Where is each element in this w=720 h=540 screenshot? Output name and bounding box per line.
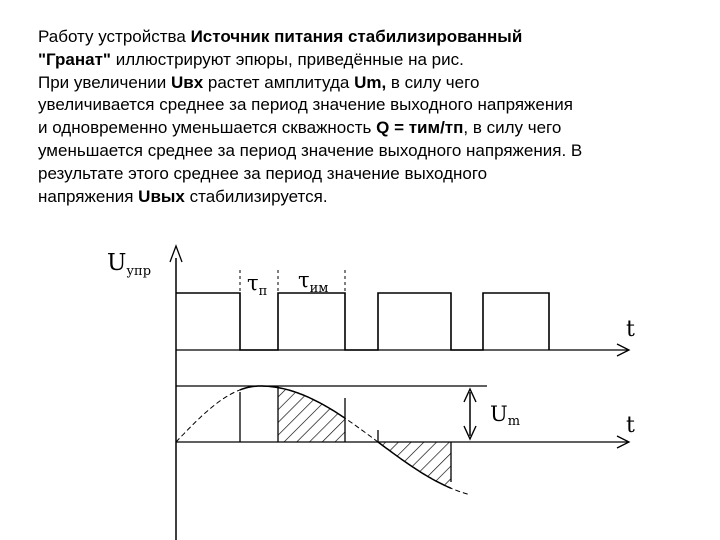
text-run: увеличивается среднее за период значение выходного напряжения bbox=[38, 95, 573, 115]
text-run: результате этого среднее за период значение выходного bbox=[38, 163, 488, 183]
text-run: Работу устройства bbox=[38, 27, 191, 46]
text-run: уменьшается среднее за период значение выходного напряжения. В bbox=[38, 140, 583, 160]
text-run: и одновременно уменьшается скважность bbox=[38, 118, 377, 138]
text-run: При увеличении bbox=[38, 72, 171, 92]
bold-term: Q = тим/тп bbox=[376, 118, 464, 138]
text-run: иллюстрируют эпюры, приведённые на рис. bbox=[111, 49, 464, 69]
hatched-area-positive bbox=[278, 370, 345, 450]
bold-term: "Гранат" bbox=[38, 49, 111, 69]
bold-term: Um, bbox=[354, 72, 387, 92]
text-run: напряжения bbox=[38, 186, 139, 206]
amplitude-label: Um bbox=[490, 402, 521, 429]
tau-p-label: $\tau_п$ bbox=[247, 271, 268, 299]
bold-term: Uвх bbox=[170, 72, 204, 92]
y-axis-label: $U_{упр}$ bbox=[107, 250, 152, 279]
text-run: в силу чего bbox=[386, 72, 480, 92]
control-pulse-train bbox=[176, 293, 549, 350]
text-run: растет амплитуда bbox=[203, 72, 355, 92]
time-label-bottom: t bbox=[626, 413, 635, 438]
time-label-top: t bbox=[626, 317, 635, 342]
text-run: стабилизируется. bbox=[184, 186, 328, 206]
hatched-area-negative bbox=[378, 430, 451, 490]
bold-term: Uвых bbox=[138, 186, 185, 206]
tau-im-label: $\tau_{им}$ bbox=[298, 268, 329, 296]
bold-term: Источник питания стабилизированный bbox=[190, 27, 523, 46]
text-run: , в силу чего bbox=[463, 118, 562, 138]
